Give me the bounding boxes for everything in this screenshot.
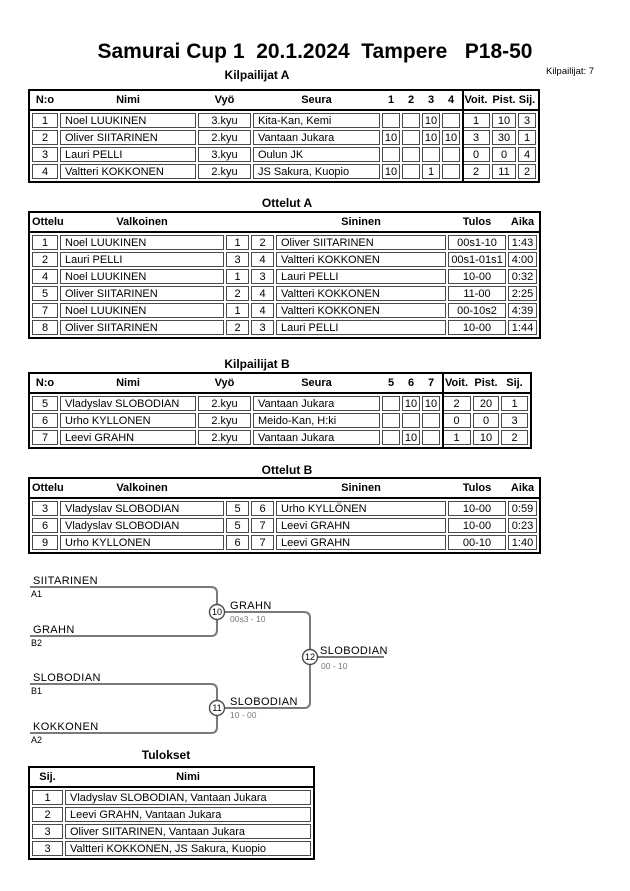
pool-b-table	[28, 372, 532, 449]
cell-match-no: 5	[32, 286, 58, 301]
thick-divider	[462, 91, 464, 181]
cell-name: Vladyslav SLOBODIAN	[60, 396, 196, 411]
cell-name: Urho KYLLONEN	[60, 413, 196, 428]
cell-place: 4	[518, 147, 536, 162]
cell-match-no: 9	[32, 535, 58, 550]
cell-result	[382, 113, 400, 128]
col-header-belt: Vyö	[214, 94, 235, 106]
section-title-matches-b: Ottelut B	[261, 463, 313, 477]
section-title-pool-a: Kilpailijat A	[224, 68, 290, 82]
cell-name: Valtteri KOKKONEN, JS Sakura, Kuopio	[65, 841, 311, 856]
cell-time: 0:32	[508, 269, 537, 284]
results-table	[28, 766, 315, 860]
col-header-empty	[226, 481, 249, 495]
col-header-empty	[251, 481, 274, 495]
cell-wins: 2	[442, 396, 471, 411]
cell-result: 00-10	[448, 535, 506, 550]
cell-blue-no: 6	[251, 501, 274, 516]
bracket-winner-name: GRAHN	[230, 600, 272, 612]
cell-wins: 2	[462, 164, 490, 179]
cell-no: 2	[32, 130, 58, 145]
cell-result	[402, 147, 420, 162]
header-divider	[30, 231, 539, 233]
col-header-time: Aika	[510, 216, 535, 228]
cell-blue-no: 3	[251, 320, 274, 335]
match-number: 10	[211, 607, 223, 617]
cell-no: 6	[32, 413, 58, 428]
cell-name: Oliver SIITARINEN	[60, 130, 196, 145]
col-header-name: Nimi	[116, 377, 140, 389]
col-header-time: Aika	[510, 482, 535, 494]
cell-points: 11	[492, 164, 516, 179]
cell-place: 1	[501, 396, 528, 411]
cell-result: 10	[422, 113, 440, 128]
col-header-wins: Voit.	[444, 377, 468, 389]
matches-b-table	[28, 477, 541, 554]
cell-white-name: Vladyslav SLOBODIAN	[60, 501, 224, 516]
cell-white-no: 1	[226, 269, 249, 284]
col-header-place: Sij.	[506, 377, 523, 389]
cell-blue-name: Valtteri KOKKONEN	[276, 252, 446, 267]
competitors-count: Kilpailijat: 7	[546, 66, 595, 77]
cell-white-name: Noel LUUKINEN	[60, 303, 224, 318]
cell-belt: 3.kyu	[198, 113, 251, 128]
cell-club: Vantaan Jukara	[253, 130, 380, 145]
cell-club: Kita-Kan, Kemi	[253, 113, 380, 128]
cell-result	[422, 430, 440, 445]
cell-points: 0	[492, 147, 516, 162]
cell-place: 2	[32, 807, 63, 822]
cell-no: 5	[32, 396, 58, 411]
cell-match-no: 4	[32, 269, 58, 284]
cell-blue-no: 7	[251, 535, 274, 550]
col-header-white: Valkoinen	[116, 216, 168, 228]
cell-result	[382, 147, 400, 162]
col-header-blue: Sininen	[341, 482, 381, 494]
cell-points: 30	[492, 130, 516, 145]
col-header-match: Ottelu	[32, 482, 64, 494]
cell-wins: 3	[462, 130, 490, 145]
section-title-results: Tulokset	[141, 748, 191, 762]
col-header-opp2: 2	[407, 94, 415, 106]
col-header-name: Nimi	[176, 771, 200, 783]
cell-result	[382, 430, 400, 445]
cell-result: 10	[402, 396, 420, 411]
cell-result	[402, 413, 420, 428]
cell-points: 10	[473, 430, 499, 445]
cell-no: 4	[32, 164, 58, 179]
cell-white-name: Oliver SIITARINEN	[60, 320, 224, 335]
col-header-no: N:o	[35, 377, 55, 389]
bracket-winner-name: SLOBODIAN	[230, 696, 298, 708]
cell-result: 00s1-01s1	[448, 252, 506, 267]
section-title-matches-a: Ottelut A	[261, 196, 313, 210]
cell-result: 10-00	[448, 518, 506, 533]
col-header-no: N:o	[35, 94, 55, 106]
col-header-place: Sij.	[39, 771, 56, 783]
bracket-slot-seed: B2	[31, 638, 43, 648]
cell-blue-no: 2	[251, 235, 274, 250]
cell-match-no: 8	[32, 320, 58, 335]
cell-time: 1:43	[508, 235, 537, 250]
cell-match-no: 1	[32, 235, 58, 250]
cell-result	[422, 147, 440, 162]
cell-result: 10	[382, 164, 400, 179]
cell-points: 0	[473, 413, 499, 428]
cell-place: 3	[518, 113, 536, 128]
cell-belt: 3.kyu	[198, 147, 251, 162]
cell-result	[442, 164, 460, 179]
cell-place: 3	[32, 841, 63, 856]
col-header-opp6: 6	[407, 377, 415, 389]
cell-white-no: 1	[226, 303, 249, 318]
cell-result: 10	[422, 396, 440, 411]
cell-result: 1	[422, 164, 440, 179]
cell-place: 2	[518, 164, 536, 179]
cell-name: Leevi GRAHN, Vantaan Jukara	[65, 807, 311, 822]
cell-place: 2	[501, 430, 528, 445]
cell-points: 20	[473, 396, 499, 411]
cell-result: 10-00	[448, 320, 506, 335]
cell-blue-name: Leevi GRAHN	[276, 518, 446, 533]
cell-white-name: Noel LUUKINEN	[60, 235, 224, 250]
bracket-slot-name: KOKKONEN	[33, 721, 99, 733]
cell-result	[382, 396, 400, 411]
cell-time: 0:59	[508, 501, 537, 516]
cell-result: 10	[402, 430, 420, 445]
cell-blue-name: Valtteri KOKKONEN	[276, 303, 446, 318]
col-header-empty	[226, 215, 249, 229]
cell-no: 1	[32, 113, 58, 128]
cell-blue-name: Oliver SIITARINEN	[276, 235, 446, 250]
cell-time: 1:40	[508, 535, 537, 550]
cell-time: 0:23	[508, 518, 537, 533]
match-number: 11	[212, 703, 222, 713]
cell-belt: 2.kyu	[198, 164, 251, 179]
cell-white-no: 6	[226, 535, 249, 550]
cell-place: 1	[518, 130, 536, 145]
cell-club: Meido-Kan, H:ki	[253, 413, 380, 428]
col-header-empty	[251, 215, 274, 229]
cell-name: Oliver SIITARINEN, Vantaan Jukara	[65, 824, 311, 839]
col-header-result: Tulos	[462, 216, 492, 228]
cell-white-no: 3	[226, 252, 249, 267]
cell-match-no: 3	[32, 501, 58, 516]
cell-match-no: 2	[32, 252, 58, 267]
cell-blue-no: 3	[251, 269, 274, 284]
cell-wins: 1	[462, 113, 490, 128]
cell-result: 10	[422, 130, 440, 145]
cell-belt: 2.kyu	[198, 130, 251, 145]
cell-white-no: 5	[226, 501, 249, 516]
col-header-club: Seura	[301, 377, 332, 389]
col-header-place: Sij.	[518, 94, 536, 106]
cell-blue-no: 4	[251, 252, 274, 267]
cell-result: 10	[442, 130, 460, 145]
bracket-match-score: 00 - 10	[321, 661, 348, 671]
header-divider	[30, 497, 539, 499]
bracket-match-score: 10 - 00	[230, 710, 257, 720]
page-title: Samurai Cup 1 20.1.2024 Tampere P18-50	[97, 40, 533, 63]
col-header-club: Seura	[301, 94, 332, 106]
bracket-match-score: 00s3 - 10	[230, 614, 266, 624]
section-title-pool-b: Kilpailijat B	[224, 357, 290, 371]
cell-result: 00s1-10	[448, 235, 506, 250]
cell-place: 3	[32, 824, 63, 839]
cell-club: Vantaan Jukara	[253, 396, 380, 411]
matches-a-table	[28, 211, 541, 339]
cell-club: JS Sakura, Kuopio	[253, 164, 380, 179]
cell-white-no: 5	[226, 518, 249, 533]
col-header-opp5: 5	[387, 377, 395, 389]
cell-belt: 2.kyu	[198, 413, 251, 428]
cell-blue-name: Leevi GRAHN	[276, 535, 446, 550]
cell-wins: 0	[442, 413, 471, 428]
bracket-slot-name: GRAHN	[33, 624, 75, 636]
col-header-result: Tulos	[462, 482, 492, 494]
cell-match-no: 6	[32, 518, 58, 533]
col-header-points: Pist.	[474, 377, 498, 389]
col-header-opp3: 3	[427, 94, 435, 106]
cell-result: 10-00	[448, 269, 506, 284]
bracket-slot-name: SIITARINEN	[33, 575, 98, 587]
cell-result: 00-10s2	[448, 303, 506, 318]
col-header-opp4: 4	[447, 94, 455, 106]
bracket-slot-name: SLOBODIAN	[33, 672, 101, 684]
match-number: 12	[304, 652, 316, 662]
cell-wins: 1	[442, 430, 471, 445]
cell-blue-name: Urho KYLLÖNEN	[276, 501, 446, 516]
cell-points: 10	[492, 113, 516, 128]
cell-result	[402, 164, 420, 179]
header-divider	[30, 392, 530, 394]
cell-blue-name: Lauri PELLI	[276, 269, 446, 284]
cell-blue-name: Valtteri KOKKONEN	[276, 286, 446, 301]
cell-result: 11-00	[448, 286, 506, 301]
cell-time: 4:00	[508, 252, 537, 267]
cell-match-no: 7	[32, 303, 58, 318]
elimination-bracket	[0, 565, 630, 765]
cell-no: 7	[32, 430, 58, 445]
cell-time: 2:25	[508, 286, 537, 301]
bracket-winner-name: SLOBODIAN	[320, 645, 388, 657]
bracket-slot-seed: A2	[31, 735, 43, 745]
col-header-white: Valkoinen	[116, 482, 168, 494]
col-header-belt: Vyö	[214, 377, 235, 389]
cell-no: 3	[32, 147, 58, 162]
cell-result: 10-00	[448, 501, 506, 516]
col-header-opp1: 1	[387, 94, 395, 106]
cell-result	[422, 413, 440, 428]
col-header-match: Ottelu	[32, 216, 64, 228]
cell-white-name: Oliver SIITARINEN	[60, 286, 224, 301]
thick-divider	[442, 374, 444, 447]
cell-place: 1	[32, 790, 63, 805]
cell-belt: 2.kyu	[198, 396, 251, 411]
cell-name: Valtteri KOKKONEN	[60, 164, 196, 179]
col-header-blue: Sininen	[341, 216, 381, 228]
cell-blue-name: Lauri PELLI	[276, 320, 446, 335]
cell-white-name: Urho KYLLONEN	[60, 535, 224, 550]
pool-a-table	[28, 89, 540, 183]
cell-belt: 2.kyu	[198, 430, 251, 445]
cell-blue-no: 7	[251, 518, 274, 533]
cell-wins: 0	[462, 147, 490, 162]
cell-white-no: 2	[226, 320, 249, 335]
cell-white-name: Lauri PELLI	[60, 252, 224, 267]
cell-blue-no: 4	[251, 286, 274, 301]
cell-name: Vladyslav SLOBODIAN, Vantaan Jukara	[65, 790, 311, 805]
cell-time: 4:39	[508, 303, 537, 318]
cell-result	[442, 147, 460, 162]
cell-result	[442, 113, 460, 128]
cell-white-no: 2	[226, 286, 249, 301]
cell-white-name: Noel LUUKINEN	[60, 269, 224, 284]
cell-white-no: 1	[226, 235, 249, 250]
cell-name: Lauri PELLI	[60, 147, 196, 162]
cell-blue-no: 4	[251, 303, 274, 318]
bracket-slot-seed: A1	[31, 589, 43, 599]
cell-result: 10	[382, 130, 400, 145]
col-header-points: Pist.	[492, 94, 516, 106]
cell-club: Vantaan Jukara	[253, 430, 380, 445]
col-header-wins: Voit.	[464, 94, 488, 106]
cell-club: Oulun JK	[253, 147, 380, 162]
cell-place: 3	[501, 413, 528, 428]
cell-result	[382, 413, 400, 428]
bracket-slot-seed: B1	[31, 686, 43, 696]
cell-time: 1:44	[508, 320, 537, 335]
cell-name: Leevi GRAHN	[60, 430, 196, 445]
cell-white-name: Vladyslav SLOBODIAN	[60, 518, 224, 533]
col-header-opp7: 7	[427, 377, 435, 389]
col-header-name: Nimi	[116, 94, 140, 106]
cell-name: Noel LUUKINEN	[60, 113, 196, 128]
cell-result	[402, 130, 420, 145]
cell-result	[402, 113, 420, 128]
header-divider	[30, 786, 313, 788]
